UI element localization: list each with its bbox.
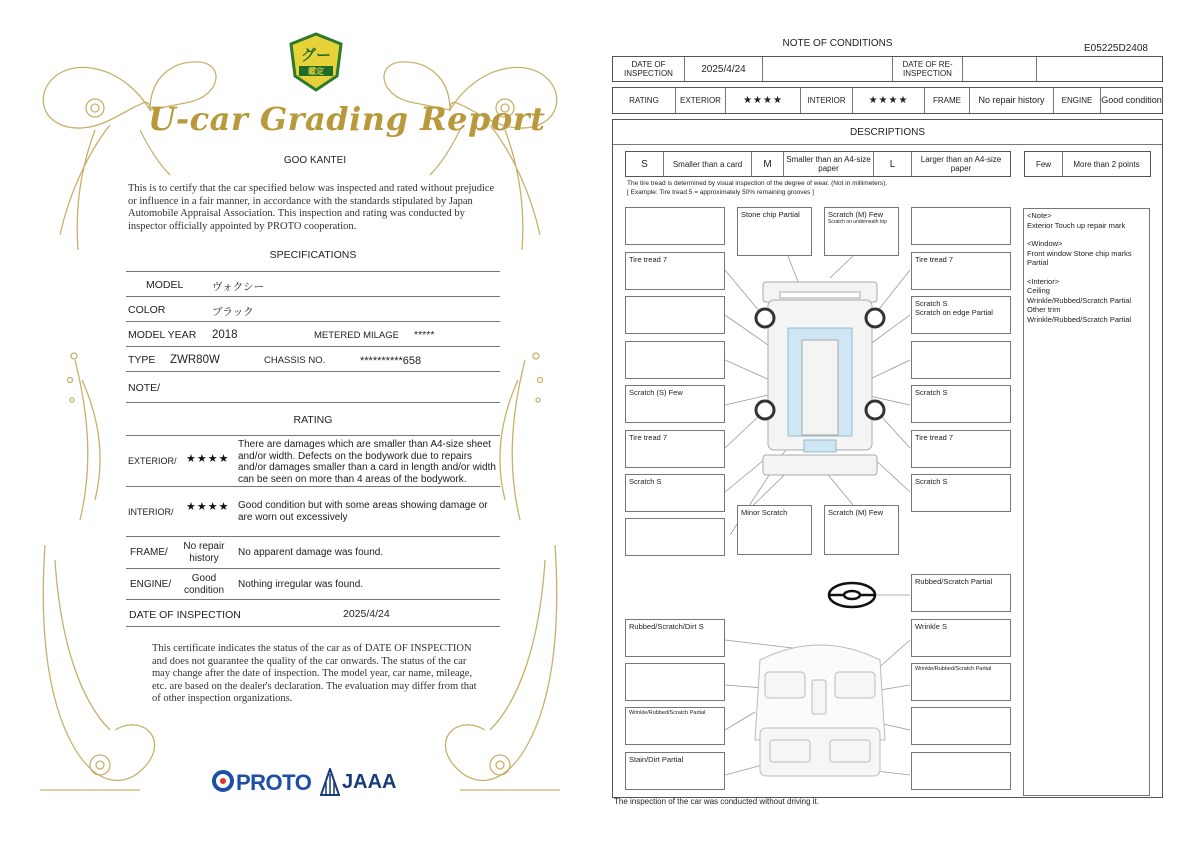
type-value: ZWR80W (170, 354, 220, 366)
damage-box-rear-fender-left: Scratch S (625, 474, 725, 512)
sheet-title: NOTE OF CONDITIONS (782, 38, 893, 49)
certificate-title: U-car Grading Report (148, 100, 546, 138)
model-label: MODEL (146, 279, 184, 291)
engine-label: ENGINE/ (130, 579, 172, 590)
model-year-label: MODEL YEAR (128, 329, 197, 341)
damage-box-ceiling: Wrinkle S (911, 619, 1011, 657)
engine-value: Good condition (183, 573, 225, 596)
date-of-inspection-label: DATE OF INSPECTION (129, 609, 241, 621)
roof-front-subnote: Scratch on underneath top (828, 219, 887, 225)
note-label: NOTE/ (128, 382, 161, 394)
interior-text-other-trim-detail: Wrinkle/Rubbed/Scratch Partial (1027, 314, 1132, 324)
descriptions-heading: DESCRIPTIONS (613, 120, 1162, 145)
damage-box-tire-front-left: Tire tread 7 (625, 252, 725, 290)
type-label: TYPE (128, 354, 156, 366)
damage-box-rear-door-left: Scratch (S) Few (625, 385, 725, 423)
rating-row-engine (126, 569, 500, 600)
interior-heading: <Interior> (1027, 276, 1060, 286)
certificate-subtitle: GOO KANTEI (283, 155, 347, 166)
spec-row-model (126, 271, 500, 297)
damage-box-front-trim-right: Wrinkle/Rubbed/Scratch Partial (911, 663, 1011, 701)
spec-row-color (126, 297, 500, 322)
window-text: Front window Stone chip marks Partial (1027, 248, 1132, 267)
steering-wheel-icon (829, 583, 875, 607)
legend-few-key: Few (1025, 152, 1063, 176)
date-of-inspection-cell: 2025/4/24 (685, 57, 763, 81)
damage-box-front-right-outer (911, 207, 1011, 245)
jaaa-logo-icon (320, 768, 340, 796)
note-of-conditions-sheet (600, 0, 1200, 848)
damage-box-front-door-left (625, 341, 725, 379)
damage-box-front-left-outer (625, 207, 725, 245)
exterior-header: EXTERIOR (676, 88, 726, 113)
damage-box-back-door: Scratch (M) Few (824, 505, 899, 555)
engine-value-cell: Good condition (1101, 95, 1162, 105)
damage-box-front-seat-left (625, 663, 725, 701)
frame-header: FRAME (925, 88, 970, 113)
frame-value: No repair history (183, 541, 225, 564)
damage-box-roof-front (824, 207, 899, 256)
damage-box-side-trim-left: Wrinkle/Rubbed/Scratch Partial (625, 707, 725, 745)
damage-box-tire-rear-left: Tire tread 7 (625, 430, 725, 468)
proto-logo-icon (212, 770, 234, 794)
jaaa-brand-name: JAAA (342, 771, 397, 793)
model-year-value: 2018 (212, 329, 238, 341)
chassis-value: **********658 (360, 355, 422, 367)
car-top-view (763, 282, 877, 475)
engine-description: Nothing irregular was found. (238, 579, 364, 590)
damage-box-console (911, 707, 1011, 745)
chassis-label: CHASSIS NO. (264, 355, 326, 366)
damage-box-rear-door-right: Scratch S (911, 385, 1011, 423)
goo-kantei-badge-logo (289, 32, 343, 92)
exterior-label: EXTERIOR/ (128, 456, 177, 466)
rating-heading: RATING (293, 414, 333, 426)
date-of-inspection-value: 2025/4/24 (343, 608, 390, 620)
damage-box-tire-rear-right: Tire tread 7 (911, 430, 1011, 468)
legend-few-desc: More than 2 points (1073, 159, 1140, 169)
specifications-heading: SPECIFICATIONS (269, 249, 357, 261)
damage-box-windshield: Stone chip Partial (737, 207, 812, 256)
color-label: COLOR (128, 304, 166, 316)
legend-m-key: M (752, 152, 784, 176)
legend-l-desc: Larger than an A4-size paper (920, 155, 1002, 173)
damage-box-rear-bumper: Minor Scratch (737, 505, 812, 555)
exterior-stars-cell: ★★★★ (726, 88, 801, 113)
certificate-footer: This certificate indicates the status of the car as of DATE OF INSPECTION and does not guarantee the quality of the car onwards. The status of the car may change after the date of inspection. The model year, car name, mileage, etc. are based on the dealer's declaration. The evaluation may differ from that of other inspection organizations. (152, 643, 477, 705)
interior-text-other-trim: Other trim (1027, 305, 1061, 314)
rating-row-exterior (126, 435, 500, 487)
frame-description: No apparent damage was found. (238, 547, 384, 558)
spec-row-note (126, 372, 500, 403)
legend-s-key: S (626, 152, 664, 176)
damage-box-front-door-right (911, 341, 1011, 379)
frame-label: FRAME/ (130, 547, 168, 558)
window-heading: <Window> (1027, 239, 1063, 248)
svg-text:グー: グー (300, 47, 332, 64)
color-value: ブラック (212, 306, 254, 318)
rating-row-frame (126, 537, 500, 569)
spec-row-model-year (126, 322, 500, 347)
date-of-inspection-header: DATE OF INSPECTION (613, 57, 685, 81)
damage-box-rear-seat-left: Stain/Dirt Partial (625, 752, 725, 790)
sheet-footer: The inspection of the car was conducted without driving it. (614, 797, 819, 806)
damage-box-front-fender-right: Scratch S Scratch on edge Partial (911, 296, 1011, 334)
car-interior-view (755, 645, 885, 776)
note-heading: <Note> (1027, 211, 1052, 220)
model-value: ヴォクシー (212, 281, 265, 293)
interior-description: Good condition but with some areas showing damage or are worn out excessively (238, 500, 488, 523)
damage-box-dashboard: Rubbed/Scratch/Dirt S (625, 619, 725, 657)
legend-l-key: L (874, 152, 912, 176)
note-text: Exterior Touch up repair mark (1027, 220, 1126, 230)
interior-text-ceiling: Ceiling (1027, 286, 1050, 295)
rating-row-date (126, 600, 500, 627)
exterior-description: There are damages which are smaller than A4-size sheet and/or width. Defects on the bodywork due to repairs and/or damages smaller than a card in length and/or width can be seen on more than 4 areas of the bodywork. (238, 439, 496, 485)
metered-mileage-value: ***** (414, 329, 435, 341)
tire-tread-example: [ Example: Tire tread 5 = approximately 50% remaining grooves ] (627, 189, 814, 196)
damage-box-tire-front-right: Tire tread 7 (911, 252, 1011, 290)
interior-stars: ★★★★ (186, 501, 230, 513)
rating-row-interior (126, 487, 500, 537)
interior-stars-cell: ★★★★ (853, 88, 925, 113)
tire-tread-note: The tire tread is determined by visual inspection of the degree of wear. (Not in millimeters). (627, 180, 888, 187)
damage-box-steering: Rubbed/Scratch Partial (911, 574, 1011, 612)
certificate-intro: This is to certify that the car specified below was inspected and rated without prejudice or influence in a fair manner, in accordance with the standards stipulated by Japan Automobile Appraisal Association. This inspection and rating was conducted by inspector officially appointed by PROTO cooperation. (128, 183, 495, 232)
engine-header: ENGINE (1054, 88, 1101, 113)
rating-header: RATING (613, 88, 676, 113)
date-of-reinspection-header: DATE OF RE-INSPECTION (893, 57, 963, 81)
interior-header: INTERIOR (801, 88, 853, 113)
spec-row-type (126, 347, 500, 372)
interior-text-ceiling-detail: Wrinkle/Rubbed/Scratch Partial (1027, 295, 1132, 305)
interior-label: INTERIOR/ (128, 507, 174, 517)
frame-value-cell: No repair history (970, 88, 1054, 113)
metered-mileage-label: METERED MILAGE (314, 330, 399, 341)
exterior-stars: ★★★★ (186, 453, 230, 465)
legend-m-desc: Smaller than an A4-size paper (784, 152, 874, 176)
proto-brand-name: PROTO (236, 770, 312, 795)
damage-box-rear-corner-left (625, 518, 725, 556)
damage-box-rear-fender-right: Scratch S (911, 474, 1011, 512)
damage-box-front-fender-left (625, 296, 725, 334)
legend-s-desc: Smaller than a card (664, 152, 752, 176)
sheet-code: E05225D2408 (1084, 43, 1148, 54)
roof-front-text: Scratch (M) Few (828, 210, 884, 219)
notes-panel (1023, 208, 1150, 796)
svg-text:鑑定: 鑑定 (308, 67, 324, 76)
damage-box-rear-seat-right (911, 752, 1011, 790)
